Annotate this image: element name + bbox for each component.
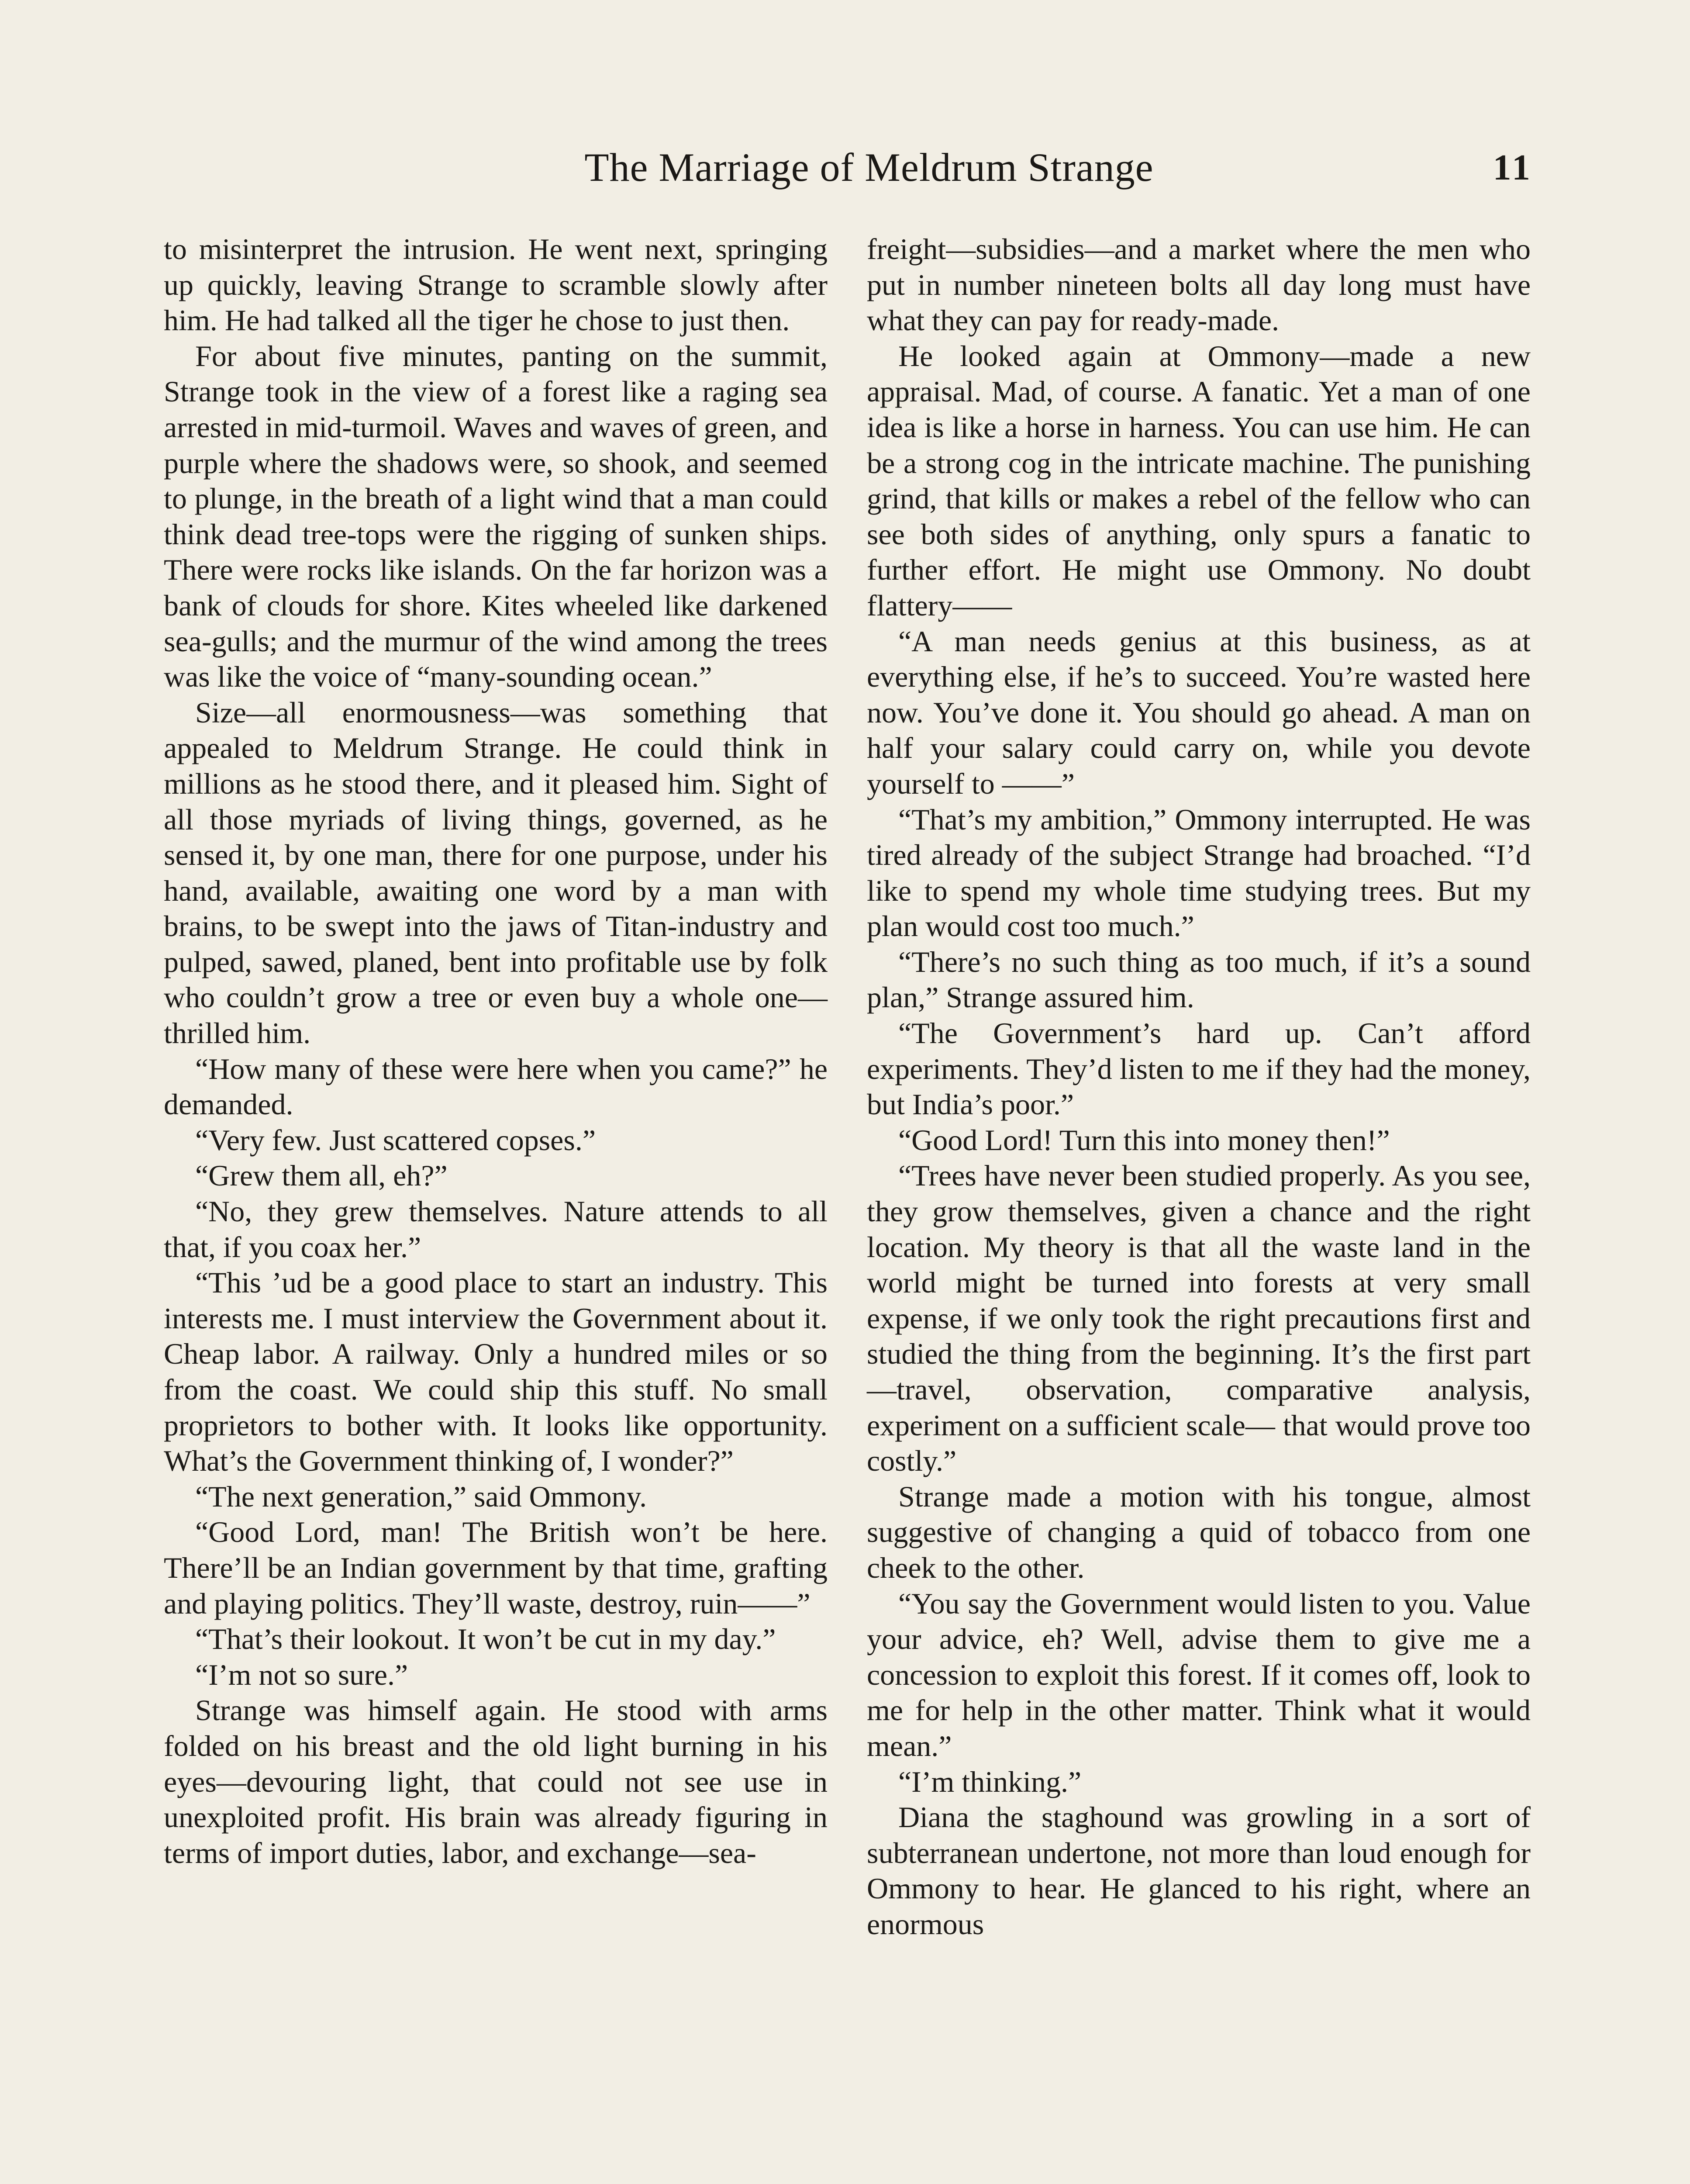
paragraph: Size—all enormousness—was something that appealed to Meldrum Strange. He could think in millions as he stood there, and it pleased him. Sight of all those myriads of living things, governed, as he sensed it, by one man, there for one purpose, under his hand, available, awaiting one word by a man with brains, to be swept into the jaws of Titan-industry and pulped, sawed, planed, bent into profitable use by folk who couldn’t grow a tree or even buy a whole one—thrilled him. xyxy=(164,695,828,1050)
paragraph: “How many of these were here when you came?” he demanded. xyxy=(164,1052,828,1121)
left-text-column xyxy=(164,232,828,1871)
paragraph: to misinterpret the intrusion. He went next, springing up quickly, leaving Strange to scramble slowly after him. He had talked all the tiger he chose to just then. xyxy=(164,232,828,337)
paragraph: “I’m not so sure.” xyxy=(195,1658,408,1691)
paragraph: “That’s my ambition,” Ommony interrupted. He was tired already of the subject Strange had broached. “I’d like to spend my whole time studying trees. But my plan would cost too much.” xyxy=(867,802,1531,943)
running-title: The Marriage of Meldrum Strange xyxy=(584,145,1154,190)
paragraph: freight—subsidies—and a market where the men who put in number nineteen bolts all day long must have what they can pay for ready-made. xyxy=(867,232,1531,337)
paragraph: “Very few. Just scattered copses.” xyxy=(195,1123,596,1157)
right-text-column xyxy=(867,232,1531,1942)
paragraph: Strange made a motion with his tongue, almost suggestive of changing a quid of tobacco from one cheek to the other. xyxy=(867,1479,1531,1584)
paragraph: “The next generation,” said Ommony. xyxy=(195,1479,647,1513)
paragraph: “Good Lord! Turn this into money then!” xyxy=(898,1123,1390,1157)
paragraph: “Trees have never been studied properly. As you see, they grow themselves, given a chance and the right location. My theory is that all the waste land in the world might be turned into forests at very small expense, if we only took the right precautions first and studied the thing from the beginning. It’s the first part—travel, observation, comparative analysis, experiment on a sufficient scale— that would prove too costly.” xyxy=(867,1159,1531,1478)
paragraph: “A man needs genius at this business, as at everything else, if he’s to succeed. You’re wasted here now. You’ve done it. You should go ahead. A man on half your salary could carry on, while you devote yourself to ——” xyxy=(867,624,1531,800)
paragraph: For about five minutes, panting on the summit, Strange took in the view of a forest like a raging sea arrested in mid-turmoil. Waves and waves of green, and purple where the shadows were, so shook, and seemed to plunge, in the breath of a light wind that a man could think dead tree-tops were the rigging of sunken ships. There were rocks like islands. On the far horizon was a bank of clouds for shore. Kites wheeled like darkened sea-gulls; and the murmur of the wind among the trees was like the voice of “many-sounding ocean.” xyxy=(164,339,828,694)
paragraph: “That’s their lookout. It won’t be cut in my day.” xyxy=(195,1622,776,1656)
paragraph: “I’m thinking.” xyxy=(898,1765,1082,1798)
paragraph: “Grew them all, eh?” xyxy=(195,1159,448,1192)
page-number: 11 xyxy=(1493,147,1533,188)
paragraph: “Good Lord, man! The British won’t be here. There’ll be an Indian government by that time, grafting and playing politics. They’ll waste, destroy, ruin——” xyxy=(164,1515,828,1620)
paragraph: “You say the Government would listen to you. Value your advice, eh? Well, advise them to give me a concession to exploit this forest. If it comes off, look to me for help in the other matter. Think what it would mean.” xyxy=(867,1586,1531,1762)
paragraph: “This ’ud be a good place to start an industry. This interests me. I must interview the Government about it. Cheap labor. A railway. Only a hundred miles or so from the coast. We could ship this stuff. No small proprietors to bother with. It looks like opportunity. What’s the Government thinking of, I wonder?” xyxy=(164,1266,828,1478)
paragraph: “No, they grew themselves. Nature attends to all that, if you coax her.” xyxy=(164,1195,828,1264)
paragraph: Strange was himself again. He stood with arms folded on his breast and the old light burning in his eyes—devouring light, that could not see use in unexploited profit. His brain was already figuring in terms of import duties, labor, and exchange—sea- xyxy=(164,1693,828,1870)
paragraph: “The Government’s hard up. Can’t afford experiments. They’d listen to me if they had the money, but India’s poor.” xyxy=(867,1016,1531,1121)
paragraph: He looked again at Ommony—made a new appraisal. Mad, of course. A fanatic. Yet a man of one idea is like a horse in harness. You can use him. He can be a strong cog in the intricate machine. The punishing grind, that kills or makes a rebel of the fellow who can see both sides of anything, only spurs a fanatic to further effort. He might use Ommony. No doubt flattery—— xyxy=(867,339,1531,622)
paragraph: Diana the staghound was growling in a sort of subterranean undertone, not more than loud enough for Ommony to hear. He glanced to his right, where an enormous xyxy=(867,1800,1531,1941)
paragraph: “There’s no such thing as too much, if it’s a sound plan,” Strange assured him. xyxy=(867,945,1531,1014)
